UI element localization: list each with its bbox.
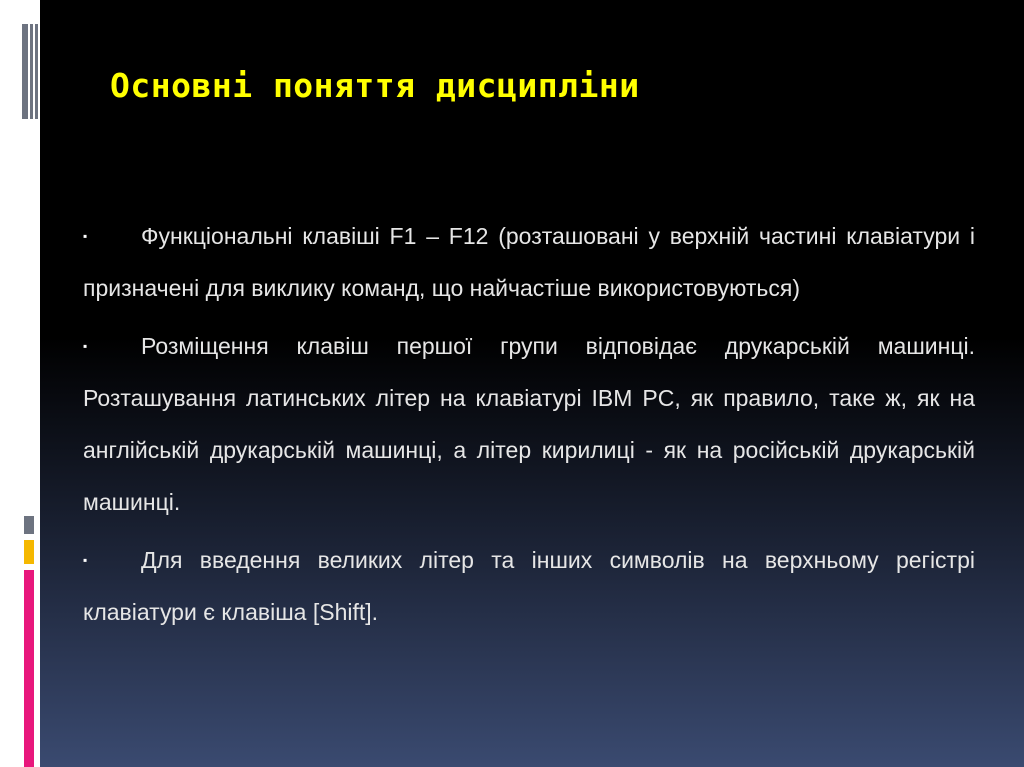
slide-content — [83, 210, 975, 644]
paragraph-text: Функціональні клавіші F1 – F12 (розташовані у верхній частині клавіатури і призначені для виклику команд, що найчастіше використовуються) — [83, 223, 975, 301]
paragraph-text: Для введення великих літер та інших символів на верхньому регістрі клавіатури є клавіша [Shift]. — [83, 547, 975, 625]
bullet-icon: ▪ — [83, 553, 88, 567]
left-decor-strip — [0, 0, 40, 767]
bullet-paragraph-3 — [83, 534, 975, 638]
bullet-icon: ▪ — [83, 339, 88, 353]
slide-title: Основні поняття дисципліни — [110, 66, 640, 105]
bullet-paragraph-2 — [83, 320, 975, 528]
decor-vertical-lines — [22, 24, 38, 119]
bullet-paragraph-1 — [83, 210, 975, 314]
bullet-icon: ▪ — [83, 229, 88, 243]
paragraph-text: Розміщення клавіш першої групи відповідає друкарській машинці. Розташування латинських літер на клавіатурі IBM PC, як правило, таке ж, як на англійській друкарській машинці, а літер кирилиці - як на російській друкарській машинці. — [83, 333, 975, 515]
